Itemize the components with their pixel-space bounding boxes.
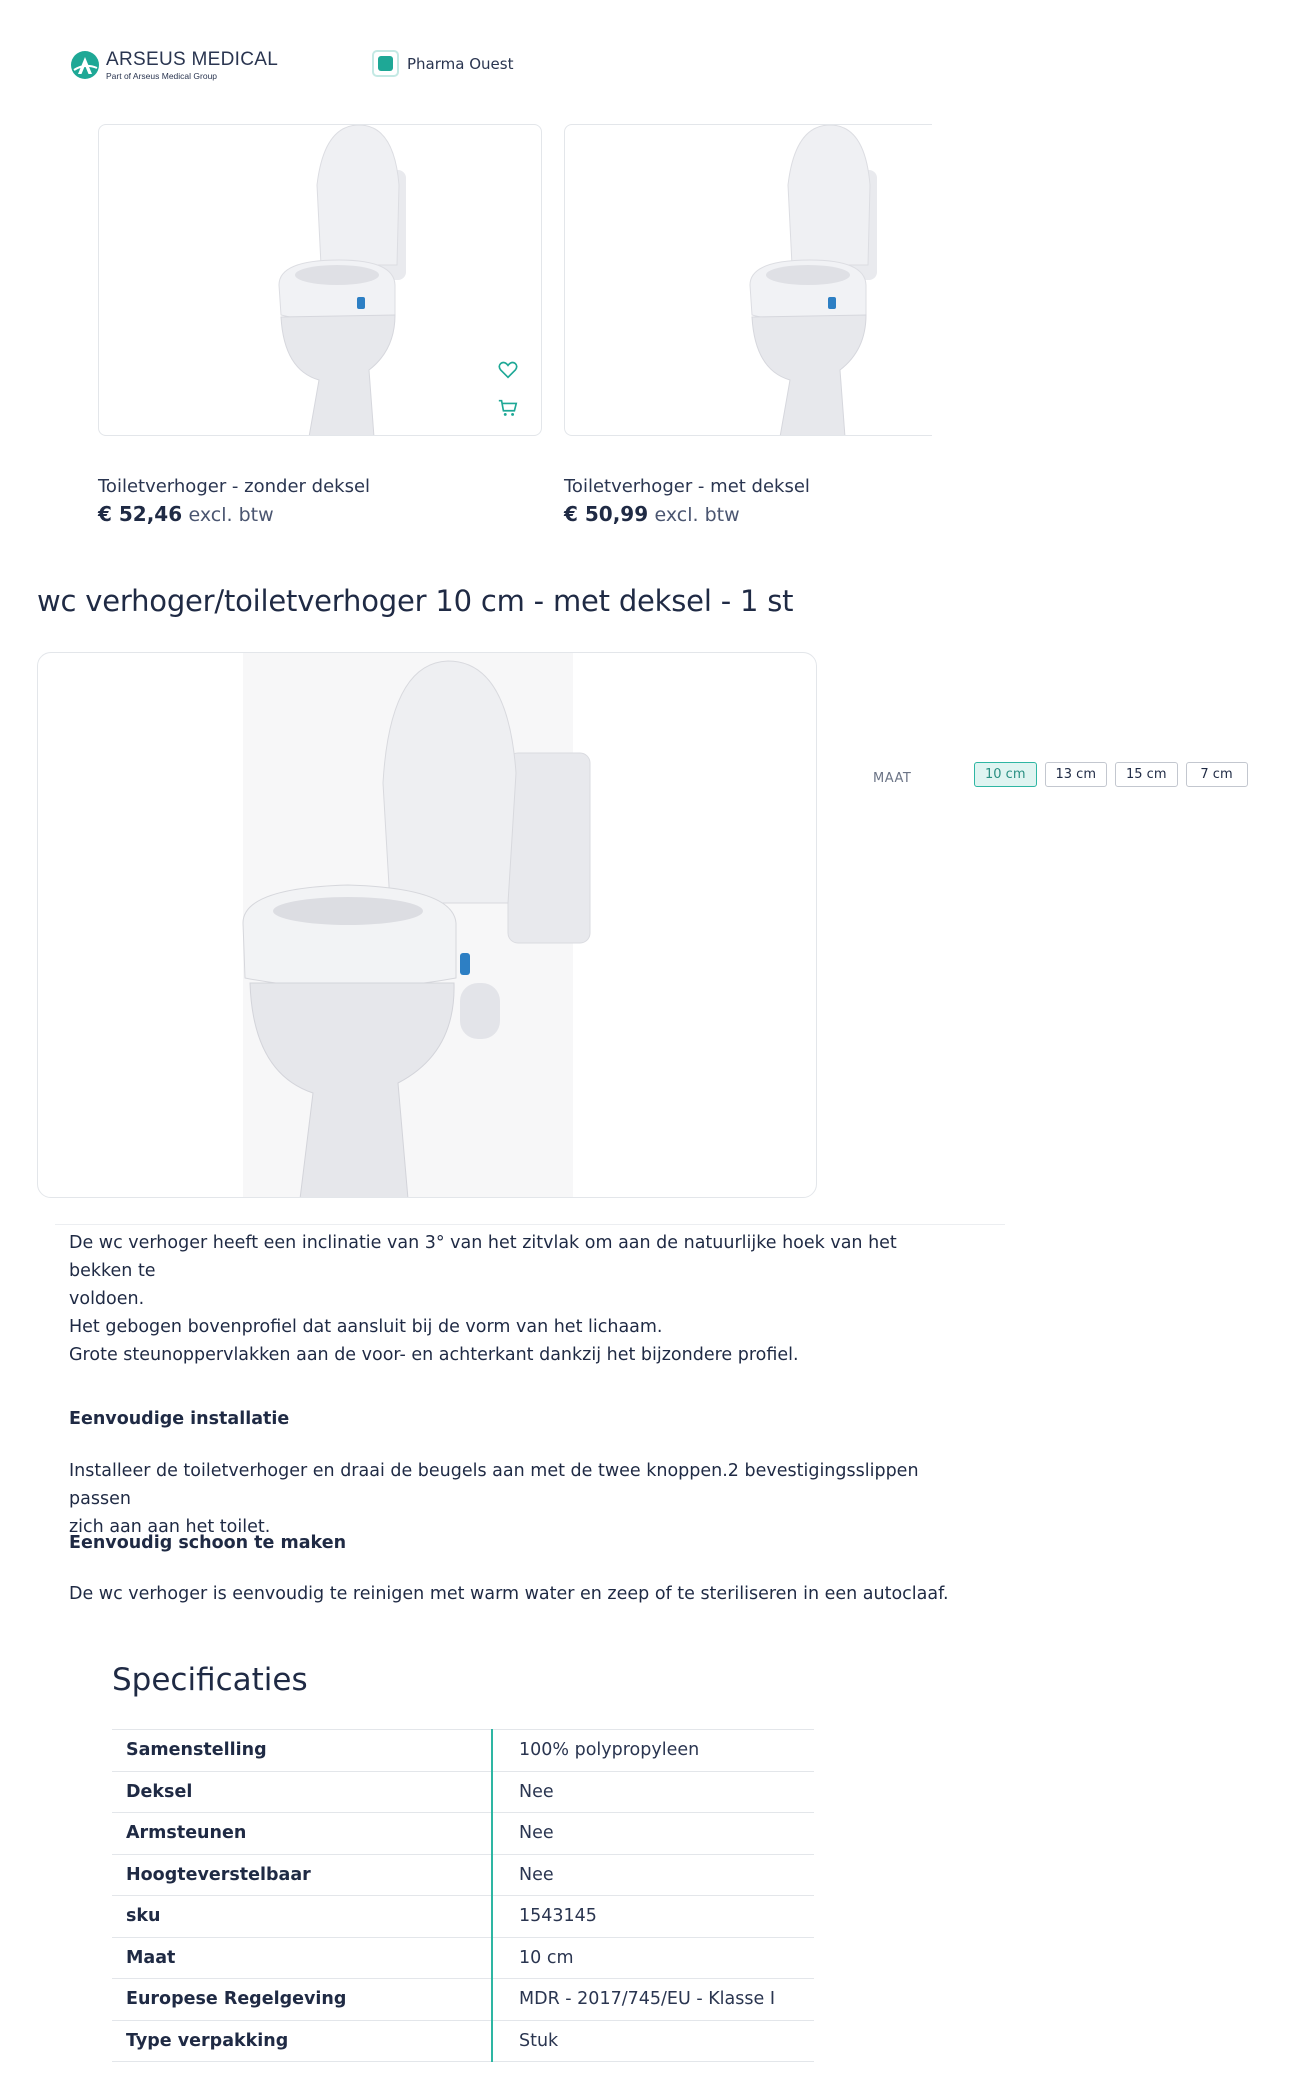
brand-logo[interactable] — [70, 50, 278, 81]
product-main-image[interactable] — [37, 652, 817, 1198]
cart-icon[interactable] — [497, 397, 519, 419]
toilet-raiser-image — [38, 653, 817, 1198]
price-tax-note: excl. btw — [654, 504, 740, 526]
spec-key: Type verpakking — [112, 2020, 492, 2062]
installation-heading: Eenvoudige installatie — [69, 1409, 290, 1429]
size-option-10cm[interactable]: 10 cm — [974, 762, 1037, 787]
toilet-raiser-image — [670, 125, 910, 436]
price-tax-note: excl. btw — [188, 504, 274, 526]
spec-row — [112, 1730, 814, 1772]
spec-value: 1543145 — [492, 1896, 814, 1938]
cleaning-heading: Eenvoudig schoon te maken — [69, 1533, 347, 1553]
price-value: € 50,99 — [564, 502, 649, 526]
description-line: voldoen. — [69, 1289, 145, 1309]
spec-row — [112, 1979, 814, 2021]
related-product-price — [98, 502, 274, 526]
size-option-13cm[interactable]: 13 cm — [1045, 762, 1108, 787]
spec-row — [112, 2020, 814, 2062]
spec-row — [112, 1854, 814, 1896]
related-product-title[interactable]: Toiletverhoger - zonder deksel — [98, 476, 371, 497]
spec-value: Nee — [492, 1813, 814, 1855]
spec-key: Hoogteverstelbaar — [112, 1854, 492, 1896]
installation-text — [69, 1457, 949, 1541]
pharmacy-name: Pharma Ouest — [407, 54, 514, 73]
toilet-raiser-image — [199, 125, 439, 436]
spec-row — [112, 1771, 814, 1813]
specs-title: Specificaties — [112, 1662, 308, 1698]
spec-row — [112, 1937, 814, 1979]
spec-row — [112, 1896, 814, 1938]
spec-value: 10 cm — [492, 1937, 814, 1979]
description-line: zich aan aan het toilet. — [69, 1517, 271, 1537]
size-options — [974, 762, 1248, 787]
size-label: MAAT — [873, 771, 912, 786]
description-line: Installeer de toiletverhoger en draai de beugels aan met de twee knoppen.2 bevestigingsslippen passen — [69, 1461, 919, 1509]
spec-row — [112, 1813, 814, 1855]
price-value: € 52,46 — [98, 502, 183, 526]
specs-table — [112, 1729, 814, 2062]
spec-key: Maat — [112, 1937, 492, 1979]
description-line: Grote steunoppervlakken aan de voor- en achterkant dankzij het bijzondere profiel. — [69, 1345, 799, 1365]
spec-value: 100% polypropyleen — [492, 1730, 814, 1772]
product-title: wc verhoger/toiletverhoger 10 cm - met deksel - 1 st — [37, 584, 794, 618]
spec-key: Deksel — [112, 1771, 492, 1813]
cleaning-text: De wc verhoger is eenvoudig te reinigen met warm water en zeep of te steriliseren in een autoclaaf. — [69, 1584, 949, 1604]
spec-value: Stuk — [492, 2020, 814, 2062]
spec-key: Armsteunen — [112, 1813, 492, 1855]
related-product-title[interactable]: Toiletverhoger - met deksel — [564, 476, 810, 497]
brand-name: ARSEUS MEDICAL — [106, 49, 279, 70]
description-line: De wc verhoger heeft een inclinatie van 3° van het zitvlak om aan de natuurlijke hoek van het bekken te — [69, 1233, 897, 1281]
spec-key: Europese Regelgeving — [112, 1979, 492, 2021]
spec-value: Nee — [492, 1854, 814, 1896]
spec-value: Nee — [492, 1771, 814, 1813]
brand-subtitle: Part of Arseus Medical Group — [106, 71, 218, 81]
heart-icon[interactable] — [497, 359, 519, 381]
related-product-image[interactable] — [564, 124, 932, 436]
spec-key: sku — [112, 1896, 492, 1938]
pharmacy-icon — [372, 50, 399, 77]
size-option-15cm[interactable]: 15 cm — [1115, 762, 1178, 787]
description-intro — [69, 1229, 949, 1369]
related-product-image[interactable] — [98, 124, 542, 436]
spec-key: Samenstelling — [112, 1730, 492, 1772]
spec-value: MDR - 2017/745/EU - Klasse I — [492, 1979, 814, 2021]
description-line: Het gebogen bovenprofiel dat aansluit bij de vorm van het lichaam. — [69, 1317, 663, 1337]
related-product-price — [564, 502, 740, 526]
size-option-7cm[interactable]: 7 cm — [1186, 762, 1248, 787]
pharmacy-selector[interactable] — [372, 50, 513, 77]
arseus-logo-icon — [70, 50, 100, 80]
divider — [55, 1224, 1005, 1225]
